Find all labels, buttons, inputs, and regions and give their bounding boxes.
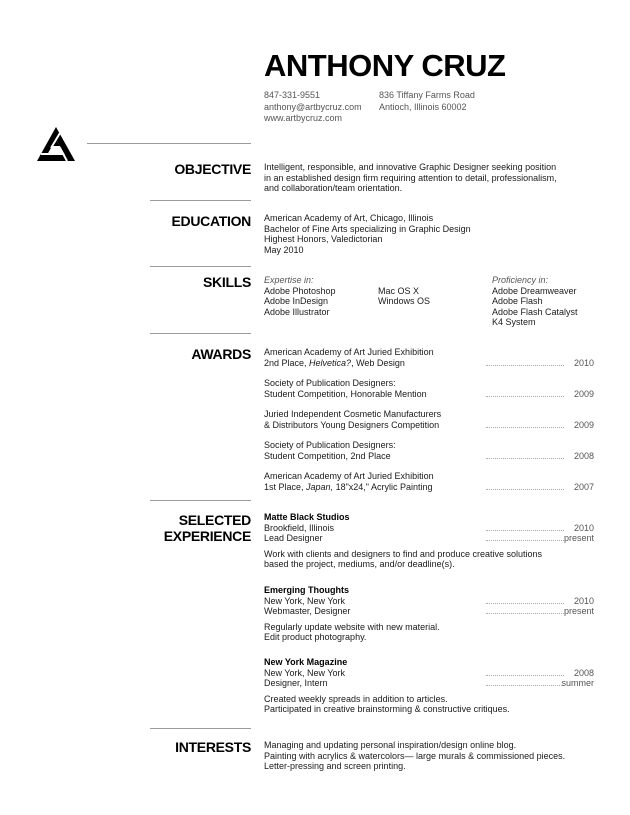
job-role: Designer, Intern [264,678,328,688]
objective-line: Intelligent, responsible, and innovative Graphic Designer seeking position [264,162,557,172]
leader-dots [486,365,564,366]
award-detail: Student Competition, Honorable Mention [264,388,427,399]
education-line: Bachelor of Fine Arts specializing in Graphic Design [264,223,471,234]
award-title: American Academy of Art Juried Exhibition [264,347,434,357]
interest-line: Managing and updating personal inspiration/design online blog. [264,740,517,750]
website-url: www.artbycruz.com [264,113,343,123]
award-item [264,471,594,492]
leader-dots [486,685,564,686]
experience-item [264,585,594,643]
skill-item: K4 System [492,317,536,327]
experience-item [264,512,594,570]
award-title: Society of Publication Designers: [264,440,396,450]
award-detail: 2nd Place, Helvetica?, Web Design [264,357,405,368]
leader-dots [486,603,564,604]
experience-heading [164,512,251,544]
section-divider [150,266,251,267]
education-heading: EDUCATION [171,213,251,229]
mailing-address [379,90,475,113]
proficiency-column [492,275,578,328]
job-description [264,549,594,570]
job-description [264,622,594,643]
award-item [264,409,594,430]
leader-dots [486,427,564,428]
experience-heading-line-2: EXPERIENCE [163,528,251,544]
resume-name: ANTHONY CRUZ [264,48,506,83]
skills-heading: SKILLS [203,274,251,290]
award-year: 2010 [573,357,594,368]
proficiency-label: Proficiency in: [492,275,549,285]
award-detail: 1st Place, Japan, 18"x24," Acrylic Painting [264,481,433,492]
leader-dots [486,675,564,676]
skill-item: Adobe Illustrator [264,306,330,317]
email-address: anthony@artbycruz.com [264,101,362,112]
job-end: summer [561,678,594,688]
section-divider [87,143,251,144]
objective-line: in an established design firm requiring attention to detail, professionalism, [264,172,557,183]
interests-heading: INTERESTS [175,739,251,755]
expertise-column-2 [378,286,430,307]
job-end: present [563,606,594,616]
skill-item: Adobe InDesign [264,296,329,306]
award-title: Society of Publication Designers: [264,378,396,388]
section-divider [150,728,251,729]
job-start: 2008 [573,667,594,678]
education-line: Highest Honors, Valedictorian [264,234,383,244]
job-end: present [563,533,594,543]
skill-item: Adobe Dreamweaver [492,285,577,296]
leader-dots [486,396,564,397]
award-year: 2009 [573,419,594,430]
job-description-line: based the project, mediums, and/or deadline(s). [264,559,455,569]
contact-details [264,90,362,125]
impossible-triangle-icon [36,126,76,162]
award-year: 2007 [573,481,594,492]
job-start: 2010 [573,522,594,533]
job-location: New York, New York [264,595,346,606]
award-item [264,378,594,399]
award-title: Juried Independent Cosmetic Manufacturers [264,409,442,419]
section-divider [150,333,251,334]
company-name: Emerging Thoughts [264,585,349,595]
job-location: Brookfield, Illinois [264,522,335,533]
skill-item: Mac OS X [378,285,420,296]
award-item [264,347,594,368]
job-description-line: Created weekly spreads in addition to articles. [264,693,448,704]
experience-heading-line-1: SELECTED [178,512,251,528]
awards-heading: AWARDS [191,346,251,362]
interests-text [264,740,565,772]
leader-dots [486,530,564,531]
education-text [264,213,471,255]
address-line-2: Antioch, Illinois 60002 [379,101,467,112]
section-divider [150,200,251,201]
job-description [264,694,594,715]
interest-line: Letter-pressing and screen printing. [264,761,406,771]
job-description-line: Work with clients and designers to find and produce creative solutions [264,548,542,559]
leader-dots [486,458,564,459]
expertise-label: Expertise in: [264,275,314,285]
job-description-line: Participated in creative brainstorming & constructive critiques. [264,704,510,714]
skill-item: Windows OS [378,296,431,306]
award-detail: Student Competition, 2nd Place [264,450,391,461]
job-role: Webmaster, Designer [264,606,351,616]
skill-item: Adobe Flash [492,296,543,306]
company-name: Matte Black Studios [264,512,350,522]
objective-text [264,162,557,194]
expertise-column [264,275,336,317]
leader-dots [486,489,564,490]
job-description-line: Regularly update website with new material. [264,621,440,632]
job-start: 2010 [573,595,594,606]
objective-heading: OBJECTIVE [174,161,251,177]
leader-dots [486,613,564,614]
address-line-1: 836 Tiffany Farms Road [379,90,475,100]
job-description-line: Edit product photography. [264,632,367,642]
skill-item: Adobe Photoshop [264,285,336,296]
company-name: New York Magazine [264,657,348,667]
interest-line: Painting with acrylics & watercolors— large murals & commissioned pieces. [264,750,566,761]
phone-number: 847-331-9551 [264,90,321,100]
section-divider [150,500,251,501]
award-detail: & Distributors Young Designers Competition [264,419,440,430]
education-line: May 2010 [264,244,304,255]
award-title: American Academy of Art Juried Exhibition [264,471,434,481]
objective-line: and collaboration/team orientation. [264,183,403,193]
skill-item: Adobe Flash Catalyst [492,306,578,317]
education-line: American Academy of Art, Chicago, Illinois [264,213,434,223]
job-location: New York, New York [264,667,346,678]
award-year: 2008 [573,450,594,461]
experience-item [264,657,594,715]
job-role: Lead Designer [264,533,323,543]
leader-dots [486,540,564,541]
award-year: 2009 [573,388,594,399]
award-item [264,440,594,461]
